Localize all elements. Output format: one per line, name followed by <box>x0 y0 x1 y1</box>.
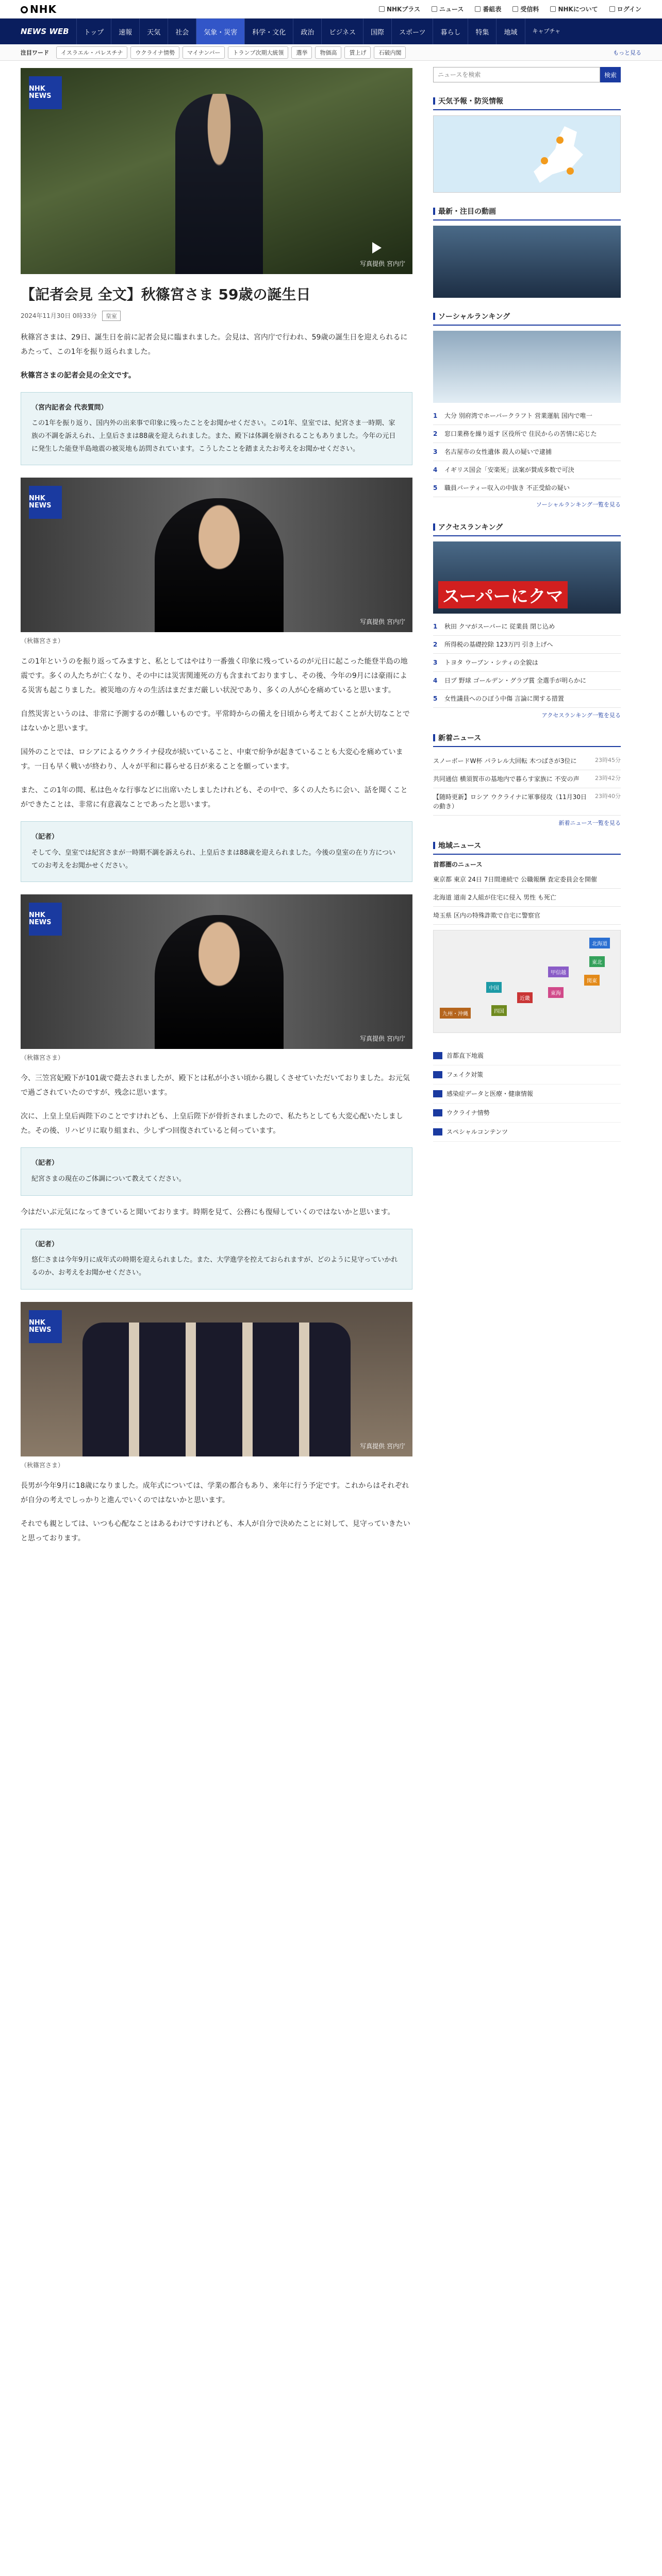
ranking-text: イギリス国会「安楽死」法案が賛成多数で可決 <box>444 466 574 473</box>
question-head: （記者） <box>31 1240 59 1248</box>
access-banner-text: スーパーにクマ <box>438 581 568 608</box>
nhk-logo[interactable] <box>21 3 57 15</box>
link-banner-icon <box>433 1109 442 1116</box>
article-lead: 秋篠宮さまは、29日、誕生日を前に記者会見に臨まれました。会見は、宮内庁で行われ、59歳の誕生日を迎えられるにあたって、この1年を振り返られました。 <box>21 333 408 356</box>
article-paragraph: それでも親としては、いつも心配なことはあるわけですけれども、本人が自分で決めたことに対して、見守っていきたいと思っております。 <box>21 1519 410 1543</box>
rank-number: 2 <box>433 641 438 648</box>
user-icon <box>609 6 615 12</box>
article-paragraph: 今はだいぶ元気になってきていると聞いております。時期を見て、公務にも復帰していくのではないかと思います。 <box>21 1208 395 1216</box>
photo-caption: （秋篠宮さま） <box>21 637 64 645</box>
article-tag[interactable]: 皇室 <box>102 311 121 321</box>
new-more-link[interactable]: 新着ニュース一覧を見る <box>558 820 621 826</box>
heading-mark <box>433 842 435 849</box>
trend-chip[interactable]: 選挙 <box>291 46 312 59</box>
nhk-news-badge: NHK NEWS <box>29 76 62 109</box>
social-ranking-block <box>433 311 621 509</box>
ranking-thumb[interactable] <box>433 331 621 403</box>
ranking-text: 名古屋市の女性遺体 殺人の疑いで逮捕 <box>444 448 552 455</box>
special-link[interactable] <box>433 1123 621 1142</box>
special-links-block <box>433 1046 621 1142</box>
question-text: そして今、皇室では紀宮さまが一時期不調を訴えられ、上皇后さまは88歳を迎えられました。今後の皇室の在り方についてのお考えをお聞かせください。 <box>31 849 396 870</box>
special-link-text: ウクライナ情勢 <box>446 1109 490 1116</box>
new-date: 23時45分 <box>595 757 621 764</box>
special-link-text: スペシャルコンテンツ <box>446 1128 508 1136</box>
article-column <box>21 61 412 1546</box>
article-paragraph: 長男が今年9月に18歳になりました。成年式については、学業の都合もあり、来年に行う予定です。これからはそれぞれが自分の考えでしっかりと進んでいくのではないかと思います。 <box>21 1481 409 1504</box>
region-tohoku[interactable]: 東北 <box>589 956 605 967</box>
top-link-about[interactable] <box>550 5 598 13</box>
link-banner-icon <box>433 1090 442 1097</box>
new-item[interactable] <box>433 788 621 816</box>
ranking-text: 大分 別府湾でホーバークラフト 営業運航 国内で唯一 <box>444 412 592 419</box>
article-photo <box>21 478 412 632</box>
trend-chip[interactable]: マイナンバー <box>183 46 225 59</box>
ranking-list <box>433 407 621 497</box>
weather-title: 天気予報・防災情報 <box>438 97 503 106</box>
question-text: 悠仁さまは今年9月に成年式の時期を迎えられました。また、大学進学を控えておられますが、どのように見守っていかれるのか、お考えをお聞かせください。 <box>31 1256 398 1277</box>
new-item[interactable] <box>433 770 621 788</box>
weather-block <box>433 96 621 193</box>
rank-number: 1 <box>433 412 438 419</box>
latest-title: 最新・注目の動画 <box>438 208 496 216</box>
latest-heading <box>433 206 621 221</box>
access-item[interactable] <box>433 654 621 672</box>
access-text: 所得税の基礎控除 123万円 引き上げへ <box>444 641 553 648</box>
local-news-block <box>433 840 621 1033</box>
ranking-more-link[interactable]: ソーシャルランキング一覧を見る <box>536 501 621 508</box>
nav-item-breaking[interactable]: 速報 <box>111 19 139 44</box>
ranking-title: ソーシャルランキング <box>438 313 510 321</box>
top-link-label: ログイン <box>617 6 641 13</box>
heading-mark <box>433 313 435 320</box>
access-item[interactable] <box>433 672 621 690</box>
region-tokai[interactable]: 東海 <box>548 987 564 998</box>
top-link-label: NHKについて <box>558 6 598 13</box>
ranking-text: 窓口業務を繰り返す 区役所で 住民からの苦情に応じた <box>444 430 597 437</box>
region-chugoku[interactable]: 中国 <box>486 982 502 993</box>
nav-item-politics[interactable]: 政治 <box>293 19 321 44</box>
ranking-text: 職員パーティー収入の中抜き 不正受給の疑い <box>444 484 570 492</box>
access-thumb[interactable] <box>433 541 621 614</box>
article-paragraph: 自然災害というのは、非常に予測するのが難しいものです。平常時からの備えを日頃から考えておくことが大切なことではないかと思います。 <box>21 710 410 733</box>
trend-chip[interactable]: 石破内閣 <box>374 46 406 59</box>
region-shikoku[interactable]: 四国 <box>491 1005 507 1016</box>
trend-chip[interactable]: イスラエル・パレスチナ <box>56 46 127 59</box>
region-kanto[interactable]: 関東 <box>584 975 600 986</box>
local-item[interactable] <box>433 907 621 925</box>
nhk-news-badge: NHK NEWS <box>29 903 62 936</box>
news-icon <box>432 6 437 12</box>
new-text: 【随時更新】ロシア ウクライナに軍事侵攻（11月30日の動き） <box>433 793 587 810</box>
access-text: 日プ 野球 ゴールデン・グラブ賞 全選手が明らかに <box>444 677 586 684</box>
article-photo <box>21 894 412 1049</box>
new-title: 新着ニュース <box>438 734 482 742</box>
photo-person <box>155 498 284 632</box>
nav-item-life[interactable]: 暮らし <box>433 19 468 44</box>
access-text: 女性議員へのひぼう中傷 言論に関する措置 <box>444 695 564 702</box>
search-input[interactable] <box>433 67 600 82</box>
question-head: （宮内記者会 代表質問） <box>31 403 108 412</box>
region-map <box>433 930 621 1033</box>
section-label: 秋篠宮さまの記者会見の全文です。 <box>21 371 136 380</box>
yen-icon <box>512 6 518 12</box>
info-icon <box>550 6 556 12</box>
nhk-logo-icon <box>21 6 28 13</box>
nav-brand[interactable]: NEWS WEB <box>21 27 69 36</box>
nav-item-international[interactable]: 国際 <box>363 19 391 44</box>
top-link-fee[interactable] <box>512 5 539 13</box>
latest-video-block <box>433 206 621 298</box>
local-title: 地域ニュース <box>438 842 482 850</box>
rank-number: 3 <box>433 448 438 455</box>
weather-map[interactable] <box>433 115 621 193</box>
nhk-news-badge: NHK NEWS <box>29 1310 62 1343</box>
nav-item-capture[interactable]: キャプチャ <box>525 19 568 44</box>
nhk-news-badge: NHK NEWS <box>29 486 62 519</box>
nav-item-special[interactable]: 特集 <box>468 19 496 44</box>
main-nav <box>0 19 662 44</box>
question-head: （記者） <box>31 1159 59 1167</box>
new-date: 23時42分 <box>595 775 621 782</box>
heading-mark <box>433 208 435 215</box>
top-link-news[interactable] <box>432 5 464 13</box>
nav-item-local[interactable]: 地域 <box>496 19 524 44</box>
photo-family <box>82 1323 351 1456</box>
hero-person-image <box>175 94 263 274</box>
trend-chip[interactable]: 物価高 <box>315 46 341 59</box>
article-photo <box>21 1302 412 1456</box>
special-link-text: 感染症データと医療・健康情報 <box>446 1090 534 1097</box>
hero-video[interactable] <box>21 68 412 274</box>
local-item[interactable] <box>433 889 621 907</box>
question-text: 紀宮さまの現在のご体調について教えてください。 <box>31 1175 186 1183</box>
region-hokkaido[interactable]: 北海道 <box>589 938 610 948</box>
link-banner-icon <box>433 1128 442 1136</box>
search-form <box>433 67 621 82</box>
trend-chip[interactable]: ウクライナ情勢 <box>130 46 179 59</box>
local-text: 埼玉県 区内の特殊詐欺で自宅に警察官 <box>433 912 540 919</box>
top-link-schedule[interactable] <box>475 5 501 13</box>
trend-chip[interactable]: トランプ次期大統領 <box>228 46 288 59</box>
page-body <box>0 61 662 1546</box>
special-link[interactable] <box>433 1104 621 1123</box>
article-paragraph: 国外のことでは、ロシアによるウクライナ侵攻が続いていること、中東で紛争が起きていることも大変心を痛めています。一日も早く戦いが終わり、人々が平和に暮らせる日が来ることを願っています。 <box>21 748 403 771</box>
rank-number: 4 <box>433 466 438 473</box>
region-koshinetsu[interactable]: 甲信越 <box>548 967 569 977</box>
weather-heading <box>433 96 621 110</box>
plus-icon <box>379 6 385 12</box>
new-list <box>433 752 621 816</box>
new-heading <box>433 733 621 747</box>
trending-bar <box>0 44 662 61</box>
japan-map-shape <box>527 126 589 183</box>
local-subtitle: 首都圏のニュース <box>433 861 483 868</box>
access-title: アクセスランキング <box>438 523 503 532</box>
link-banner-icon <box>433 1071 442 1078</box>
heading-mark <box>433 523 435 531</box>
nav-item-science[interactable]: 科学・文化 <box>244 19 293 44</box>
special-link[interactable] <box>433 1046 621 1065</box>
special-link[interactable] <box>433 1084 621 1104</box>
ranking-item[interactable] <box>433 407 621 425</box>
rank-number: 1 <box>433 623 438 630</box>
photo-credit: 写真提供 宮内庁 <box>360 1035 405 1043</box>
schedule-icon <box>475 6 481 12</box>
top-links <box>379 5 641 13</box>
region-kyushu[interactable]: 九州・沖縄 <box>440 1008 471 1019</box>
trend-more-link[interactable]: もっと見る <box>613 49 641 56</box>
trending-label: 注目ワード <box>21 49 49 56</box>
access-item[interactable] <box>433 636 621 654</box>
question-box <box>21 392 412 466</box>
question-box <box>21 821 412 882</box>
question-head: （記者） <box>31 833 59 841</box>
question-text: この1年を振り返り、国内外の出来事で印象に残ったことをお聞かせください。この1年、皇室では、紀宮さま一時期、家族の不調を訴えられ、上皇后さまは88歳を迎えられました。また、殿下は体調を崩されることもありました。今年の元日に発生した能登半島地震の被災地も訪問されています。こうしたことを踏まえたお考えをお聞かせください。 <box>31 419 396 453</box>
nav-item-sports[interactable]: スポーツ <box>391 19 433 44</box>
photo-credit: 写真提供 宮内庁 <box>360 1442 405 1450</box>
sun-icon <box>567 167 574 175</box>
ranking-item[interactable] <box>433 443 621 461</box>
ranking-heading <box>433 311 621 326</box>
new-date: 23時40分 <box>595 793 621 800</box>
special-link-text: 首都直下地震 <box>446 1052 484 1059</box>
hero-caption: 写真提供 宮内庁 <box>360 260 405 267</box>
article-paragraph: 今、三笠宮妃殿下が101歳で薨去されましたが、殿下とは私が小さい頃から親しくさせていただいておりました。お元気で過ごされていたのですが、残念に思います。 <box>21 1074 410 1097</box>
top-link-label: ニュース <box>439 6 464 13</box>
latest-video-thumb[interactable] <box>433 226 621 298</box>
access-heading <box>433 522 621 536</box>
local-list <box>433 871 621 925</box>
special-link[interactable] <box>433 1065 621 1084</box>
photo-caption: （秋篠宮さま） <box>21 1461 64 1469</box>
access-item[interactable] <box>433 690 621 708</box>
local-heading <box>433 840 621 855</box>
heading-mark <box>433 97 435 105</box>
access-more-link[interactable]: アクセスランキング一覧を見る <box>541 712 621 719</box>
article-meta <box>21 311 412 321</box>
play-icon[interactable] <box>372 242 382 253</box>
special-link-text: フェイク対策 <box>446 1071 484 1078</box>
question-box <box>21 1147 412 1195</box>
link-banner-icon <box>433 1052 442 1059</box>
local-item[interactable] <box>433 871 621 889</box>
new-item[interactable] <box>433 752 621 770</box>
rank-number: 3 <box>433 659 438 666</box>
access-list <box>433 618 621 708</box>
top-bar <box>0 0 662 19</box>
top-link-label: 番組表 <box>483 6 502 13</box>
logo-text: NHK <box>30 3 57 15</box>
nav-item-business[interactable]: ビジネス <box>321 19 363 44</box>
new-news-block <box>433 733 621 827</box>
rank-number: 5 <box>433 484 438 492</box>
ranking-item[interactable] <box>433 425 621 443</box>
search-block <box>433 67 621 82</box>
rank-number: 5 <box>433 695 438 702</box>
rank-number: 2 <box>433 430 438 437</box>
top-link-plus[interactable] <box>379 5 420 13</box>
region-kinki[interactable]: 近畿 <box>517 992 533 1003</box>
rank-number: 4 <box>433 677 438 684</box>
sun-icon <box>556 137 564 144</box>
article-paragraph: 次に、上皇上皇后両陛下のことですけれども、上皇后陛下が骨折されましたので、私たちとしても大変心配いたしました。その後、リハビリに取り組まれ、少しずつ回復されていると伺っています。 <box>21 1112 403 1136</box>
article-date: 2024年11月30日 0時33分 <box>21 312 97 320</box>
new-text: スノーボードW杯 パラレル大回転 木つばさが3位に <box>433 757 577 765</box>
local-text: 北海道 道南 2人組が住宅に侵入 男性 も死亡 <box>433 894 556 901</box>
heading-mark <box>433 734 435 741</box>
ranking-item[interactable] <box>433 479 621 497</box>
nav-item-top[interactable]: トップ <box>76 19 111 44</box>
access-text: トヨタ ウーブン・シティの全貌は <box>444 659 538 666</box>
photo-caption: （秋篠宮さま） <box>21 1054 64 1062</box>
sidebar <box>433 61 621 1546</box>
article-paragraph: また、この1年の間、私は色々な行事などに出席いたしましたけれども、その中で、多くの人たちに会い、話を聞くことができたことは、非常に有意義なことであったと思います。 <box>21 786 408 809</box>
top-link-label: 受信料 <box>520 6 539 13</box>
local-text: 東京都 東京 24日 7日間連続で 公職報酬 査定委員会を開催 <box>433 876 597 883</box>
access-text: 秋田 クマがスーパーに 従業員 閉じ込め <box>444 623 555 630</box>
ranking-item[interactable] <box>433 461 621 479</box>
photo-person <box>155 915 284 1049</box>
nav-item-disaster[interactable]: 気象・災害 <box>196 19 244 44</box>
nav-item-weather[interactable]: 天気 <box>139 19 168 44</box>
article-paragraph: この1年というのを振り返ってみますと、私としてはやはり一番強く印象に残っているのが元日に起こった能登半島の地震です。多くの人たちが亡くなり、その中には災害関連死の方も含まれておりますし、その後、今年の9月には豪雨による災害も起こりました。被災地の方々の生活はまだまだ厳しい状況であり、多くの人が心を痛めていると思います。 <box>21 657 408 695</box>
access-ranking-block <box>433 522 621 719</box>
photo-credit: 写真提供 宮内庁 <box>360 618 405 626</box>
special-links <box>433 1046 621 1142</box>
article-title: 【記者会見 全文】秋篠宮さま 59歳の誕生日 <box>21 286 311 303</box>
question-box <box>21 1229 412 1290</box>
top-link-label: NHKプラス <box>386 6 420 13</box>
trend-chip[interactable]: 賃上げ <box>344 46 371 59</box>
sun-icon <box>541 157 548 164</box>
search-button[interactable]: 検索 <box>600 67 621 82</box>
nav-item-society[interactable]: 社会 <box>168 19 196 44</box>
access-item[interactable] <box>433 618 621 636</box>
top-link-login[interactable] <box>609 5 641 13</box>
new-text: 共同通信 横須賀市の基地内で暮らす家族に 不安の声 <box>433 775 580 783</box>
